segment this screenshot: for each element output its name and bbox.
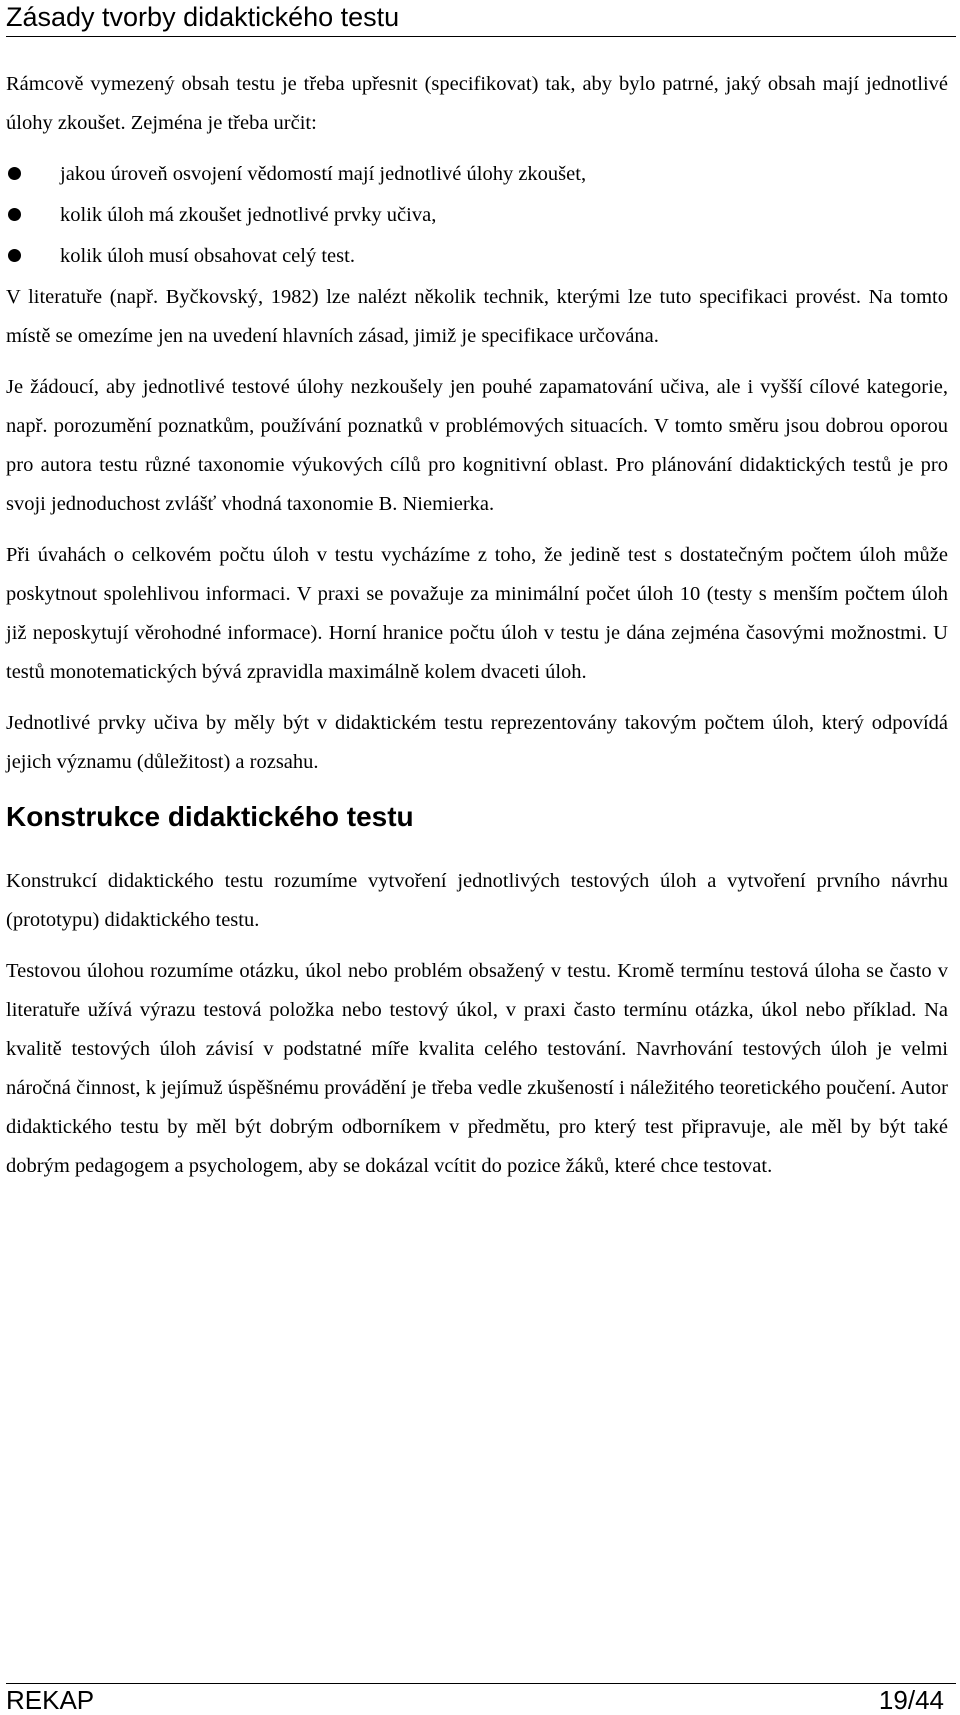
bullet-icon <box>8 249 21 262</box>
paragraph-taxonomy: Je žádoucí, aby jednotlivé testové úlohy nezkoušely jen pouhé zapamatování učiva, ale i vyšší cílové kategorie, např. porozumění poznatkům, používání poznatků v problémových situacích. V tomto směru jsou dobrou oporou pro autora testu různé taxonomie výukových cílů pro kognitivní oblast. Pro plánování didaktických testů je pro svoji jednoduchost zvlášť vhodná taxonomie B. Niemierka. <box>6 376 948 515</box>
paragraph-literature: V literatuře (např. Byčkovský, 1982) lze nalézt několik technik, kterými lze tuto specifikaci provést. Na tomto místě se omezíme jen na uvedení hlavních zásad, jimiž je specifikace určována. <box>6 286 948 347</box>
list-item <box>6 196 948 234</box>
footer-label: REKAP <box>6 1685 95 1715</box>
paragraph-test-task: Testovou úlohou rozumíme otázku, úkol nebo problém obsažený v testu. Kromě termínu testová úloha se často v literatuře užívá výrazu testová položka nebo testový úkol, v praxi často termínu otázka, úkol nebo příklad. Na kvalitě testových úloh závisí v podstatné míře kvalita celého testování. Navrhování testových úloh je velmi náročná činnost, k jejímuž úspěšnému provádění je třeba vedle zkušeností i náležitého teoretického poučení. Autor didaktického testu by měl být dobrým odborníkem v předmětu, pro který test připravuje, ale měl by být také dobrým pedagogem a psychologem, aby se dokázal vcítit do pozice žáků, které chce testovat. <box>6 960 948 1177</box>
intro-paragraph: Rámcově vymezený obsah testu je třeba upřesnit (specifikovat) tak, aby bylo patrné, jaký obsah mají jednotlivé úlohy zkoušet. Zejména je třeba určit: <box>6 73 948 134</box>
list-item-text: jakou úroveň osvojení vědomostí mají jednotlivé úlohy zkoušet, <box>60 163 587 185</box>
bullet-list <box>6 155 948 275</box>
page-header-title: Zásady tvorby didaktického testu <box>6 2 400 32</box>
bullet-icon <box>8 208 21 221</box>
page-number: 19/44 <box>878 1685 944 1715</box>
list-item <box>6 237 948 275</box>
paragraph-representation: Jednotlivé prvky učiva by měly být v didaktickém testu reprezentovány takovým počtem úloh, který odpovídá jejich významu (důležitost) a rozsahu. <box>6 712 948 773</box>
document-body <box>6 65 948 1198</box>
paragraph-construction: Konstrukcí didaktického testu rozumíme vytvoření jednotlivých testových úloh a vytvoření prvního návrhu (prototypu) didaktického testu. <box>6 870 948 931</box>
list-item-text: kolik úloh musí obsahovat celý test. <box>60 245 355 267</box>
list-item-text: kolik úloh má zkoušet jednotlivé prvky učiva, <box>60 204 437 226</box>
section-heading: Konstrukce didaktického testu <box>6 801 414 832</box>
page-header <box>6 0 956 37</box>
bullet-icon <box>8 167 21 180</box>
paragraph-task-count: Při úvahách o celkovém počtu úloh v testu vycházíme z toho, že jedině test s dostatečným počtem úloh může poskytnout spolehlivou informaci. V praxi se považuje za minimální počet úloh 10 (testy s menším počtem úloh již neposkytují věrohodné informace). Horní hranice počtu úloh v testu je dána zejména časovými možnostmi. U testů monotematických bývá zpravidla maximálně kolem dvaceti úloh. <box>6 544 948 683</box>
page-footer <box>6 1683 956 1715</box>
list-item <box>6 155 948 193</box>
